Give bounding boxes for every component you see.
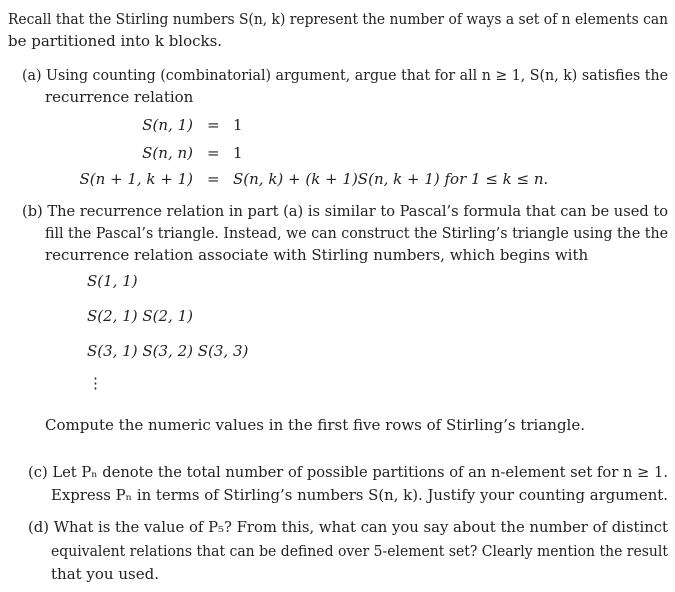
eq-1-lhs: S(n, 1) bbox=[142, 116, 193, 134]
part-c-line-1: (c) Let Pₙ denote the total number of possible partitions of an n-element set for n ≥ 1. bbox=[28, 463, 668, 481]
part-b-line-2: fill the Pascal’s triangle. Instead, we can construct the Stirling’s triangle using the the bbox=[45, 224, 668, 242]
part-c-line-2: Express Pₙ in terms of Stirling’s numbers S(n, k). Justify your counting argument. bbox=[51, 486, 668, 504]
triangle-row-2: S(2, 1) S(2, 1) bbox=[87, 307, 193, 325]
eq-2-lhs: S(n, n) bbox=[142, 144, 193, 162]
part-d-line-3: that you used. bbox=[51, 565, 159, 583]
triangle-vertical-dots: ⋮ bbox=[88, 374, 103, 392]
eq-3-rel: = bbox=[207, 170, 220, 188]
eq-1-rel: = bbox=[207, 116, 220, 134]
part-a-line-1: (a) Using counting (combinatorial) argument, argue that for all n ≥ 1, S(n, k) satisfies the bbox=[22, 66, 668, 84]
part-a-line-2: recurrence relation bbox=[45, 88, 194, 106]
part-b-line-3: recurrence relation associate with Stirling numbers, which begins with bbox=[45, 246, 589, 264]
part-b-compute: Compute the numeric values in the first five rows of Stirling’s triangle. bbox=[45, 416, 585, 434]
eq-3-rhs: S(n, k) + (k + 1)S(n, k + 1) for 1 ≤ k ≤ n. bbox=[233, 170, 549, 188]
part-d-line-1: (d) What is the value of P₅? From this, what can you say about the number of distinct bbox=[28, 518, 668, 536]
triangle-row-1: S(1, 1) bbox=[87, 272, 138, 290]
intro-line-2: be partitioned into k blocks. bbox=[8, 32, 223, 50]
part-b-line-1: (b) The recurrence relation in part (a) is similar to Pascal’s formula that can be used to bbox=[22, 202, 668, 220]
eq-2-rel: = bbox=[207, 144, 220, 162]
eq-1-rhs: 1 bbox=[233, 116, 243, 134]
eq-3-lhs: S(n + 1, k + 1) bbox=[79, 170, 193, 188]
part-d-line-2: equivalent relations that can be defined over 5-element set? Clearly mention the result bbox=[51, 542, 668, 560]
eq-2-rhs: 1 bbox=[233, 144, 243, 162]
intro-line-1: Recall that the Stirling numbers S(n, k) represent the number of ways a set of n elements can bbox=[8, 10, 668, 28]
triangle-row-3: S(3, 1) S(3, 2) S(3, 3) bbox=[87, 342, 249, 360]
